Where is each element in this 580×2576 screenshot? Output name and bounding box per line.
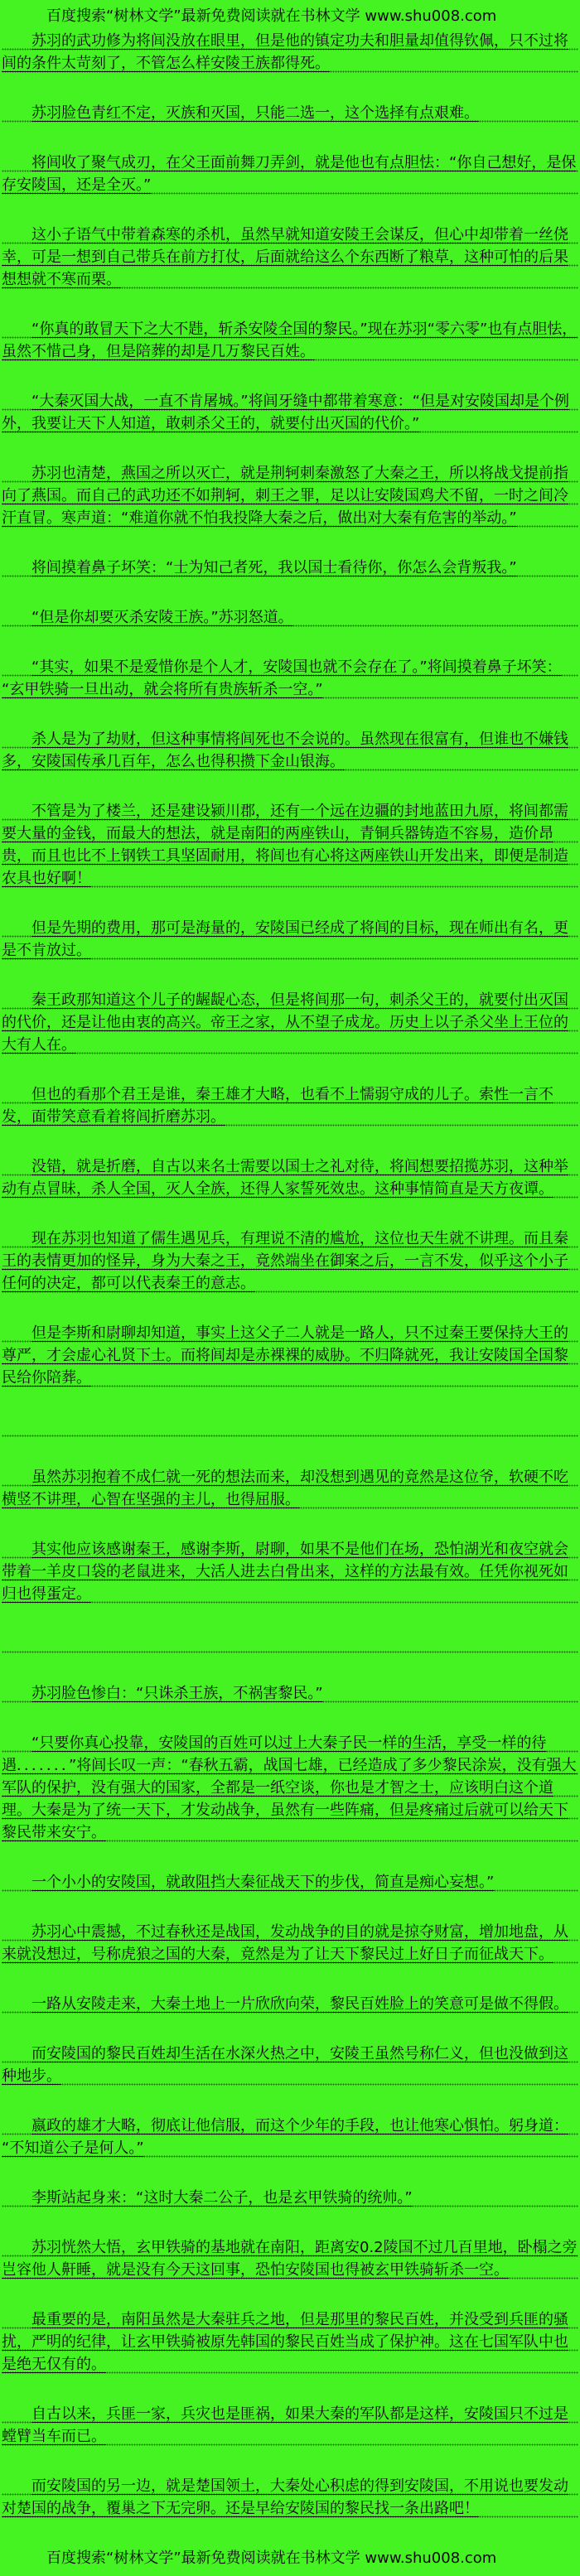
novel-paragraph: 苏羽的武功修为将闾没放在眼里，但是他的镇定功夫和胆量却值得钦佩，只不过将闾的条件太苛刻了，不管怎么样安陵王族都得死。 bbox=[2, 30, 578, 75]
novel-paragraph: 杀人是为了劫财，但这种事情将闾死也不会说的。虽然现在很富有，但谁也不嫌钱多，安陵国传承几百年，怎么也得积攒下金山银海。 bbox=[2, 728, 578, 773]
novel-paragraph: “但是你却要灭杀安陵王族。”苏羽怒道。 bbox=[2, 606, 578, 629]
novel-paragraph: 但是李斯和尉聊却知道，事实上这父子二人就是一路人，只不过秦王要保持大王的尊严，才会虚心礼贤下士。而将闾却是赤裸裸的威胁。不归降就死，我让安陵国全国黎民给你陪葬。 bbox=[2, 1322, 578, 1389]
novel-paragraph: 但也的看那个君王是谁，秦王雄才大略，也看不上懦弱守成的儿子。索性一言不发，面带笑意看着将闾折磨苏羽。 bbox=[2, 1083, 578, 1128]
novel-paragraph: 最重要的是，南阳虽然是大秦驻兵之地，但是那里的黎民百姓，并没受到兵匪的骚扰，严明的纪律，让玄甲铁骑被原先韩国的黎民百姓当成了保护神。这在七国军队中也是绝无仅有的。 bbox=[2, 2308, 578, 2376]
novel-paragraph: 苏羽脸色青红不定，灭族和灭国，只能二选一，这个选择有点艰难。 bbox=[2, 102, 578, 124]
novel-paragraph: 现在苏羽也知道了儒生遇见兵，有理说不清的尴尬，这位也天生就不讲理。而且秦王的表情更加的怪异，身为大秦之王，竟然端坐在御案之后，一言不发，似乎这个小子任何的决定，都可以代表秦王的意志。 bbox=[2, 1228, 578, 1295]
promo-header: 百度搜索“树林文学”最新免费阅读就在书林文学 www.shu008.com bbox=[46, 7, 497, 25]
novel-paragraph: 其实他应该感谢秦王，感谢李斯，尉聊，如果不是他们在场，恐怕湖光和夜空就会带着一羊皮口袋的老鼠进来，大活人进去白骨出来，这样的方法最有效。任凭你视死如归也得蛋定。 bbox=[2, 1538, 578, 1605]
novel-paragraph: 但是先期的费用，那可是海量的，安陵国已经成了将闾的目标，现在师出有名，更是不肯放过。 bbox=[2, 917, 578, 962]
novel-paragraph: 自古以来，兵匪一家，兵灾也是匪祸，如果大秦的军队都是这样，安陵国只不过是螳臂当车而已。 bbox=[2, 2403, 578, 2448]
blank-underline-row bbox=[2, 1633, 578, 1655]
novel-paragraph: 秦王政那知道这个儿子的龌龊心态，但是将闾那一句，刺杀父王的，就要付出灭国的代价，还是让他由衷的高兴。帝王之家，从不望子成龙。历史上以子杀父坐上王位的大有人在。 bbox=[2, 989, 578, 1056]
novel-paragraph: 一路从安陵走来，大秦土地上一片欣欣向荣，黎民百姓脸上的笑意可是做不得假。 bbox=[2, 1993, 578, 2015]
novel-paragraph: 苏羽脸色惨白：“只诛杀王族，不祸害黎民。” bbox=[2, 1682, 578, 1705]
novel-paragraph: 不管是为了楼兰，还是建设颍川郡，还有一个远在边疆的封地蓝田九原，将闾都需要大量的金钱，而最大的想法，就是南阳的两座铁山，青铜兵器铸造不容易，造价昂贵，而且也比不上钢铁工具坚固耐用，将闾也有心将这两座铁山开发出来，即便是制造农具也好啊！ bbox=[2, 800, 578, 890]
novel-paragraph: “你真的敢冒天下之大不韪，斩杀安陵全国的黎民。”现在苏羽“零六零”也有点胆怯，虽然不惜己身，但是陪葬的却是几万黎民百姓。 bbox=[2, 318, 578, 363]
novel-paragraph: “只要你真心投靠，安陵国的百姓可以过上大秦子民一样的生活，享受一样的待遇．．．．．．．”将闾长叹一声：“春秋五霸，战国七雄，已经造成了多少黎民涂炭，没有强大军队的保护，没有强大的国家，全都是一纸空谈，你也是才智之士，应该明白这个道理。大秦是为了统一天下，才发动战争，虽然有一些阵痛，但是疼痛过后就可以给天下黎民带来安宁。 bbox=[2, 1732, 578, 1844]
promo-footer: 百度搜索“树林文学”最新免费阅读就在书林文学 www.shu008.com bbox=[46, 2549, 497, 2567]
novel-paragraph: 这小子语气中带着森寒的杀机，虽然早就知道安陵王会谋反，但心中却带着一丝侥幸，可是一想到自己带兵在前方打仗，后面就给这么个东西断了粮草，这种可怕的后果想想就不寒而栗。 bbox=[2, 224, 578, 291]
novel-paragraph: “大秦灭国大战，一直不肯屠城。”将闾牙缝中都带着寒意：“但是对安陵国却是个例外，我要让天下人知道，敢刺杀父王的，就要付出灭国的代价。” bbox=[2, 390, 578, 435]
novel-paragraph: 一个小小的安陵国，就敢阻挡大秦征战天下的步伐，简直是痴心妄想。” bbox=[2, 1871, 578, 1893]
novel-paragraph: “其实，如果不是爱惜你是个人才，安陵国也就不会存在了。”将闾摸着鼻子坏笑：“玄甲铁骑一旦出动，就会将所有贵族斩杀一空。” bbox=[2, 656, 578, 701]
novel-paragraph: 将闾收了聚气成刃，在父王面前舞刀弄剑，就是他也有点胆怯：“你自己想好，是保存安陵国，还是全灭。” bbox=[2, 152, 578, 196]
novel-paragraph: 李斯站起身来：“这时大秦二公子，也是玄甲铁骑的统帅。” bbox=[2, 2187, 578, 2209]
novel-paragraph: 而安陵国的另一边，就是楚国领土，大秦处心积虑的得到安陵国，不用说也要发动对楚国的战争，覆巢之下无完卵。还是早给安陵国的黎民找一条出路吧！ bbox=[2, 2475, 578, 2520]
novel-paragraph: 苏羽恍然大悟，玄甲铁骑的基地就在南阳，距离安0.2陵国不过几百里地，卧榻之旁岂容他人鼾睡，就是没有今天这回事，恐怕安陵国也得被玄甲铁骑斩杀一空。 bbox=[2, 2236, 578, 2281]
novel-paragraph: 苏羽也清楚，燕国之所以灭亡，就是荆轲刺秦激怒了大秦之王，所以将战戈提前指向了燕国。而自己的武功还不如荆轲，刺王之罪，足以让安陵国鸡犬不留，一时之间冷汗直冒。寒声道：“难道你就不怕我投降大秦之后，做出对大秦有危害的举动。” bbox=[2, 462, 578, 529]
novel-paragraph: 嬴政的雄才大略，彻底让他信服，而这个少年的手段，也让他寒心惧怕。躬身道：“不知道公子是何人。” bbox=[2, 2115, 578, 2159]
blank-underline-row bbox=[2, 1416, 578, 1439]
novel-paragraph: 虽然苏羽抱着不成仁就一死的想法而来，却没想到遇见的竟然是这位爷，软硬不吃横竖不讲理，心智在坚强的主儿，也得屈服。 bbox=[2, 1466, 578, 1511]
novel-paragraph: 而安陵国的黎民百姓却生活在水深火热之中，安陵王虽然号称仁义，但也没做到这种地步。 bbox=[2, 2043, 578, 2087]
novel-paragraph: 将闾摸着鼻子坏笑：“士为知己者死，我以国士看待你，你怎么会背叛我。” bbox=[2, 557, 578, 579]
novel-paragraph: 没错，就是折磨，自古以来名士需要以国士之礼对待，将闾想要招揽苏羽，这种举动有点冒昧，杀人全国，灭人全族，还得人家誓死效忠。这种事情简直是天方夜谭。 bbox=[2, 1155, 578, 1200]
novel-paragraph: 苏羽心中震撼，不过春秋还是战国，发动战争的目的就是掠夺财富，增加地盘，从来就没想过，号称虎狼之国的大秦，竟然是为了让天下黎民过上好日子而征战天下。 bbox=[2, 1921, 578, 1966]
